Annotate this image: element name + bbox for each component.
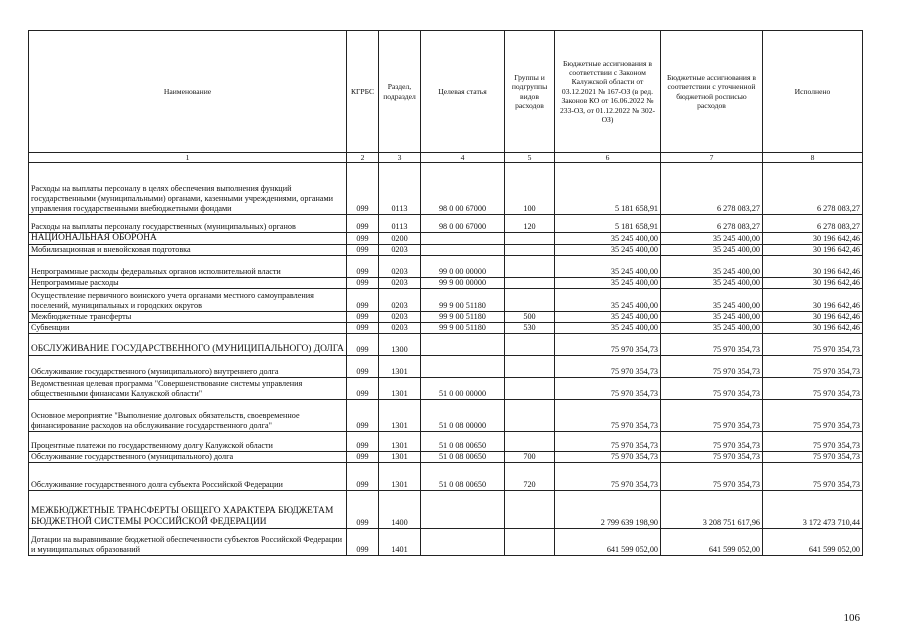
table-row bbox=[29, 323, 863, 334]
row-section: 0203 bbox=[379, 278, 421, 289]
column-number: 5 bbox=[505, 153, 555, 163]
row-kgrbs: 099 bbox=[347, 491, 379, 529]
row-section: 0200 bbox=[379, 233, 421, 245]
page-number: 106 bbox=[843, 612, 860, 624]
table-row bbox=[29, 289, 863, 312]
row-article: 99 9 00 51180 bbox=[421, 289, 505, 312]
header-name: Наименование bbox=[29, 31, 347, 153]
header-section: Раздел, подраздел bbox=[379, 31, 421, 153]
row-article: 99 0 00 00000 bbox=[421, 256, 505, 278]
row-group bbox=[505, 356, 555, 378]
row-section: 1301 bbox=[379, 452, 421, 463]
row-section: 0203 bbox=[379, 245, 421, 256]
table-row bbox=[29, 233, 863, 245]
row-budget-refined-value: 35 245 400,00 bbox=[661, 312, 763, 323]
row-article: 99 9 00 00000 bbox=[421, 278, 505, 289]
row-section: 1301 bbox=[379, 356, 421, 378]
column-number: 3 bbox=[379, 153, 421, 163]
row-budget-law-value: 35 245 400,00 bbox=[555, 256, 661, 278]
row-kgrbs: 099 bbox=[347, 334, 379, 356]
header-article: Целевая статья bbox=[421, 31, 505, 153]
row-name: ОБСЛУЖИВАНИЕ ГОСУДАРСТВЕННОГО (МУНИЦИПАЛЬНОГО) ДОЛГА bbox=[29, 334, 347, 356]
row-budget-refined-value: 75 970 354,73 bbox=[661, 463, 763, 491]
row-kgrbs: 099 bbox=[347, 529, 379, 556]
row-budget-refined-value: 35 245 400,00 bbox=[661, 323, 763, 334]
header-groups: Группы и подгруппы видов расходов bbox=[505, 31, 555, 153]
row-section: 1301 bbox=[379, 378, 421, 400]
row-section: 0113 bbox=[379, 163, 421, 215]
table-row bbox=[29, 463, 863, 491]
row-section: 1301 bbox=[379, 432, 421, 452]
row-budget-refined-value: 35 245 400,00 bbox=[661, 245, 763, 256]
row-kgrbs: 099 bbox=[347, 432, 379, 452]
row-budget-law-value: 35 245 400,00 bbox=[555, 323, 661, 334]
row-executed-value: 75 970 354,73 bbox=[763, 452, 863, 463]
row-budget-law-value: 5 181 658,91 bbox=[555, 163, 661, 215]
table-row bbox=[29, 312, 863, 323]
row-executed-value: 30 196 642,46 bbox=[763, 278, 863, 289]
row-section: 1300 bbox=[379, 334, 421, 356]
row-group bbox=[505, 378, 555, 400]
column-number: 7 bbox=[661, 153, 763, 163]
row-article bbox=[421, 334, 505, 356]
row-kgrbs: 099 bbox=[347, 245, 379, 256]
table-row bbox=[29, 245, 863, 256]
row-section: 1401 bbox=[379, 529, 421, 556]
row-budget-refined-value: 75 970 354,73 bbox=[661, 356, 763, 378]
row-kgrbs: 099 bbox=[347, 289, 379, 312]
column-number: 1 bbox=[29, 153, 347, 163]
row-executed-value: 6 278 083,27 bbox=[763, 163, 863, 215]
header-budget-law: Бюджетные ассигнования в соответствии с Законом Калужской области от 03.12.2021 № 167-ОЗ (в ред. Законов КО от 16.06.2022 № 233-ОЗ, от 01.12.2022 № 302-ОЗ) bbox=[555, 31, 661, 153]
row-group bbox=[505, 245, 555, 256]
row-budget-law-value: 5 181 658,91 bbox=[555, 215, 661, 233]
row-budget-refined-value: 641 599 052,00 bbox=[661, 529, 763, 556]
row-section: 0203 bbox=[379, 323, 421, 334]
row-executed-value: 75 970 354,73 bbox=[763, 432, 863, 452]
row-budget-law-value: 75 970 354,73 bbox=[555, 463, 661, 491]
header-row bbox=[29, 31, 863, 153]
row-kgrbs: 099 bbox=[347, 356, 379, 378]
table-row bbox=[29, 452, 863, 463]
row-executed-value: 30 196 642,46 bbox=[763, 289, 863, 312]
row-section: 0203 bbox=[379, 289, 421, 312]
column-number: 8 bbox=[763, 153, 863, 163]
row-group bbox=[505, 334, 555, 356]
column-number: 6 bbox=[555, 153, 661, 163]
row-article bbox=[421, 529, 505, 556]
row-name: Расходы на выплаты персоналу государственных (муниципальных) органов bbox=[29, 215, 347, 233]
row-executed-value: 75 970 354,73 bbox=[763, 334, 863, 356]
row-group: 500 bbox=[505, 312, 555, 323]
row-article: 98 0 00 67000 bbox=[421, 163, 505, 215]
row-group bbox=[505, 289, 555, 312]
row-group: 700 bbox=[505, 452, 555, 463]
table-row bbox=[29, 400, 863, 432]
row-kgrbs: 099 bbox=[347, 463, 379, 491]
row-budget-law-value: 641 599 052,00 bbox=[555, 529, 661, 556]
header-executed: Исполнено bbox=[763, 31, 863, 153]
row-budget-law-value: 75 970 354,73 bbox=[555, 378, 661, 400]
row-budget-refined-value: 35 245 400,00 bbox=[661, 256, 763, 278]
row-budget-law-value: 35 245 400,00 bbox=[555, 289, 661, 312]
row-kgrbs: 099 bbox=[347, 256, 379, 278]
row-group bbox=[505, 233, 555, 245]
row-name: Межбюджетные трансферты bbox=[29, 312, 347, 323]
row-article: 51 0 08 00650 bbox=[421, 452, 505, 463]
row-name: Непрограммные расходы федеральных органов исполнительной власти bbox=[29, 256, 347, 278]
row-executed-value: 3 172 473 710,44 bbox=[763, 491, 863, 529]
budget-table bbox=[28, 30, 863, 556]
row-name: МЕЖБЮДЖЕТНЫЕ ТРАНСФЕРТЫ ОБЩЕГО ХАРАКТЕРА БЮДЖЕТАМ БЮДЖЕТНОЙ СИСТЕМЫ РОССИЙСКОЙ ФЕДЕРАЦИИ bbox=[29, 491, 347, 529]
row-kgrbs: 099 bbox=[347, 278, 379, 289]
row-section: 0203 bbox=[379, 256, 421, 278]
row-article: 51 0 00 00000 bbox=[421, 378, 505, 400]
row-section: 0113 bbox=[379, 215, 421, 233]
row-executed-value: 30 196 642,46 bbox=[763, 312, 863, 323]
row-section: 1400 bbox=[379, 491, 421, 529]
row-kgrbs: 099 bbox=[347, 378, 379, 400]
column-number-row bbox=[29, 153, 863, 163]
table-row bbox=[29, 163, 863, 215]
table-row bbox=[29, 215, 863, 233]
row-executed-value: 75 970 354,73 bbox=[763, 400, 863, 432]
row-name: Процентные платежи по государственному долгу Калужской области bbox=[29, 432, 347, 452]
table-row bbox=[29, 378, 863, 400]
row-article: 51 0 08 00650 bbox=[421, 463, 505, 491]
row-budget-law-value: 35 245 400,00 bbox=[555, 278, 661, 289]
row-executed-value: 75 970 354,73 bbox=[763, 356, 863, 378]
row-group bbox=[505, 256, 555, 278]
row-executed-value: 30 196 642,46 bbox=[763, 256, 863, 278]
row-article: 51 0 08 00000 bbox=[421, 400, 505, 432]
row-budget-refined-value: 6 278 083,27 bbox=[661, 163, 763, 215]
table-row bbox=[29, 432, 863, 452]
row-budget-law-value: 75 970 354,73 bbox=[555, 334, 661, 356]
row-group bbox=[505, 400, 555, 432]
row-budget-law-value: 35 245 400,00 bbox=[555, 233, 661, 245]
row-kgrbs: 099 bbox=[347, 400, 379, 432]
table-row bbox=[29, 529, 863, 556]
row-section: 1301 bbox=[379, 400, 421, 432]
row-kgrbs: 099 bbox=[347, 323, 379, 334]
row-section: 0203 bbox=[379, 312, 421, 323]
row-group bbox=[505, 529, 555, 556]
row-name: Ведомственная целевая программа "Совершенствование системы управления общественными финансами Калужской области" bbox=[29, 378, 347, 400]
header-kgrbs: КГРБС bbox=[347, 31, 379, 153]
row-executed-value: 30 196 642,46 bbox=[763, 323, 863, 334]
column-number: 4 bbox=[421, 153, 505, 163]
row-budget-law-value: 75 970 354,73 bbox=[555, 432, 661, 452]
header-budget-refined: Бюджетные ассигнования в соответствии с уточненной бюджетной росписью расходов bbox=[661, 31, 763, 153]
row-kgrbs: 099 bbox=[347, 215, 379, 233]
row-article bbox=[421, 245, 505, 256]
row-budget-refined-value: 6 278 083,27 bbox=[661, 215, 763, 233]
row-article bbox=[421, 233, 505, 245]
row-budget-law-value: 35 245 400,00 bbox=[555, 312, 661, 323]
row-budget-law-value: 2 799 639 198,90 bbox=[555, 491, 661, 529]
row-group bbox=[505, 432, 555, 452]
row-group: 100 bbox=[505, 163, 555, 215]
row-budget-refined-value: 35 245 400,00 bbox=[661, 233, 763, 245]
row-name: Непрограммные расходы bbox=[29, 278, 347, 289]
row-section: 1301 bbox=[379, 463, 421, 491]
row-group: 720 bbox=[505, 463, 555, 491]
row-group bbox=[505, 491, 555, 529]
row-budget-refined-value: 75 970 354,73 bbox=[661, 432, 763, 452]
table-row bbox=[29, 491, 863, 529]
row-name: Субвенции bbox=[29, 323, 347, 334]
row-budget-law-value: 75 970 354,73 bbox=[555, 452, 661, 463]
row-article: 51 0 08 00650 bbox=[421, 432, 505, 452]
table-row bbox=[29, 356, 863, 378]
row-name: Обслуживание государственного (муниципального) долга bbox=[29, 452, 347, 463]
row-group bbox=[505, 278, 555, 289]
row-name: Мобилизационная и вневойсковая подготовка bbox=[29, 245, 347, 256]
row-budget-refined-value: 75 970 354,73 bbox=[661, 378, 763, 400]
row-executed-value: 75 970 354,73 bbox=[763, 378, 863, 400]
row-kgrbs: 099 bbox=[347, 163, 379, 215]
column-number: 2 bbox=[347, 153, 379, 163]
row-budget-refined-value: 75 970 354,73 bbox=[661, 452, 763, 463]
row-article: 98 0 00 67000 bbox=[421, 215, 505, 233]
row-executed-value: 30 196 642,46 bbox=[763, 233, 863, 245]
row-name: Расходы на выплаты персоналу в целях обеспечения выполнения функций государственными (муниципальными) органами, казенными учреждениями, органами управления государственными внебюджетными фондами bbox=[29, 163, 347, 215]
row-name: Дотации на выравнивание бюджетной обеспеченности субъектов Российской Федерации и муниципальных образований bbox=[29, 529, 347, 556]
row-budget-refined-value: 75 970 354,73 bbox=[661, 334, 763, 356]
row-budget-refined-value: 35 245 400,00 bbox=[661, 289, 763, 312]
table-row bbox=[29, 278, 863, 289]
row-article bbox=[421, 491, 505, 529]
row-kgrbs: 099 bbox=[347, 452, 379, 463]
row-name: Обслуживание государственного долга субъекта Российской Федерации bbox=[29, 463, 347, 491]
row-budget-refined-value: 75 970 354,73 bbox=[661, 400, 763, 432]
row-article bbox=[421, 356, 505, 378]
row-name: Осуществление первичного воинского учета органами местного самоуправления поселений, муниципальных и городских округов bbox=[29, 289, 347, 312]
row-executed-value: 75 970 354,73 bbox=[763, 463, 863, 491]
row-executed-value: 6 278 083,27 bbox=[763, 215, 863, 233]
row-budget-refined-value: 35 245 400,00 bbox=[661, 278, 763, 289]
table-row bbox=[29, 256, 863, 278]
row-budget-law-value: 75 970 354,73 bbox=[555, 400, 661, 432]
row-name: НАЦИОНАЛЬНАЯ ОБОРОНА bbox=[29, 233, 347, 245]
row-name: Основное мероприятие "Выполнение долговых обязательств, своевременное финансирование расходов на обслуживание государственного долга" bbox=[29, 400, 347, 432]
row-article: 99 9 00 51180 bbox=[421, 323, 505, 334]
row-executed-value: 641 599 052,00 bbox=[763, 529, 863, 556]
row-group: 530 bbox=[505, 323, 555, 334]
row-kgrbs: 099 bbox=[347, 233, 379, 245]
row-kgrbs: 099 bbox=[347, 312, 379, 323]
row-budget-refined-value: 3 208 751 617,96 bbox=[661, 491, 763, 529]
row-budget-law-value: 35 245 400,00 bbox=[555, 245, 661, 256]
table-row bbox=[29, 334, 863, 356]
row-name: Обслуживание государственного (муниципального) внутреннего долга bbox=[29, 356, 347, 378]
row-budget-law-value: 75 970 354,73 bbox=[555, 356, 661, 378]
row-group: 120 bbox=[505, 215, 555, 233]
row-article: 99 9 00 51180 bbox=[421, 312, 505, 323]
row-executed-value: 30 196 642,46 bbox=[763, 245, 863, 256]
